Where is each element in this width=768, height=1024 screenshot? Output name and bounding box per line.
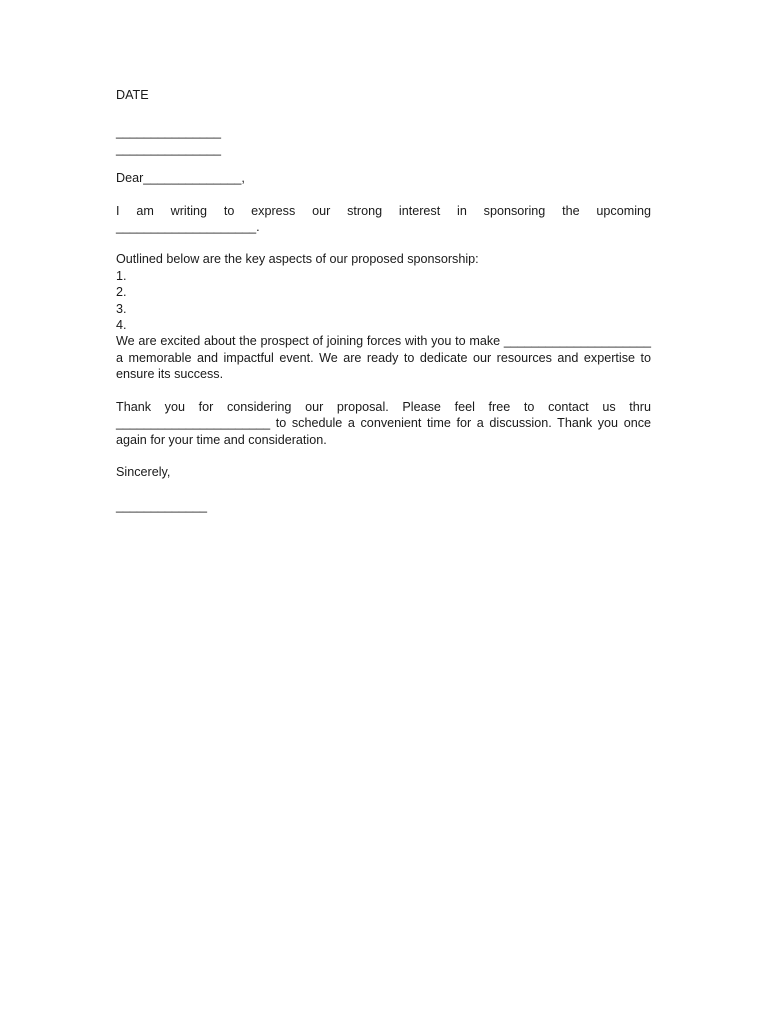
list-item-2: 2. bbox=[116, 285, 127, 300]
list-item-3: 3. bbox=[116, 301, 127, 316]
thanks-paragraph: Thank you for considering our proposal. Please feel free to contact us thru ______________________ to schedule a convenient time for a discussion. Thank you once again for your time and consideration. bbox=[116, 399, 651, 447]
excited-paragraph: We are excited about the prospect of joining forces with you to make _____________________ a memorable and impactful event. We are ready to dedicate our resources and expertise to ensure its success. bbox=[116, 334, 651, 382]
intro-paragraph: I am writing to express our strong interest in sponsoring the upcoming ____________________. bbox=[116, 203, 651, 235]
letter-body bbox=[116, 87, 651, 515]
closing: Sincerely, bbox=[116, 464, 171, 479]
address-line-2: _______________ bbox=[116, 141, 222, 156]
date-label: DATE bbox=[116, 88, 149, 102]
salutation: Dear______________, bbox=[116, 171, 245, 186]
address-line-1: _______________ bbox=[116, 125, 222, 140]
list-item-1: 1. bbox=[116, 268, 127, 283]
outline-intro: Outlined below are the key aspects of our proposed sponsorship: bbox=[116, 252, 479, 267]
signature-line: _____________ bbox=[116, 499, 208, 514]
list-item-4: 4. bbox=[116, 318, 127, 333]
